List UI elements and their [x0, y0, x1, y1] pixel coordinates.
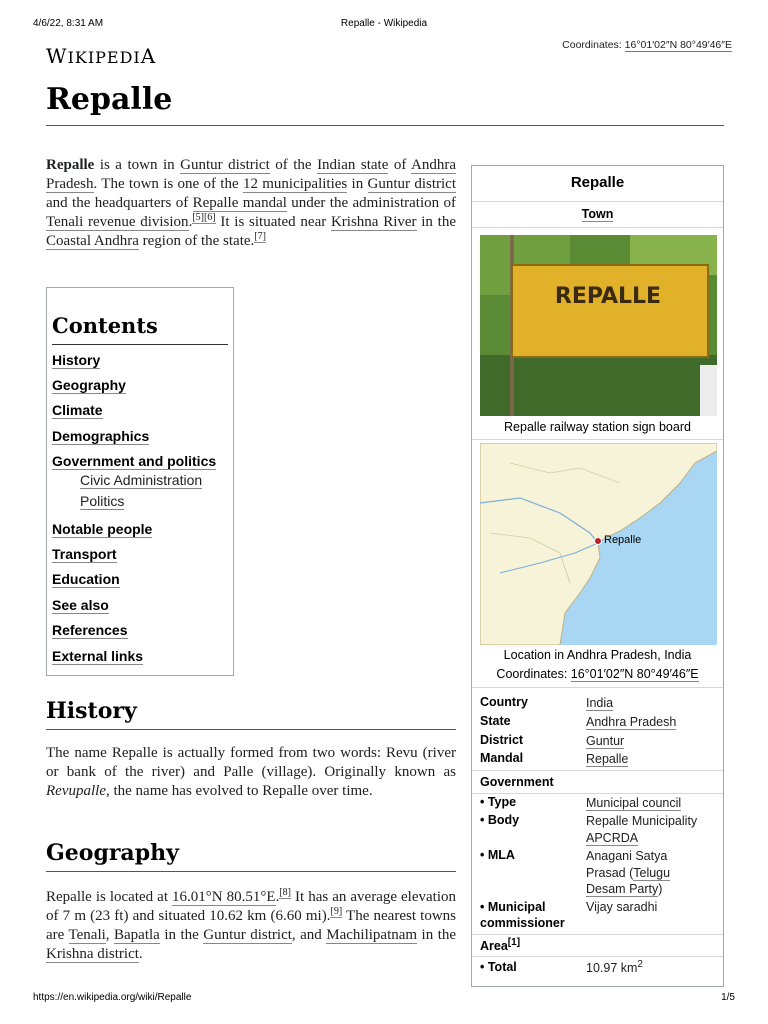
toc-subitem-civic-administration[interactable]: Civic Administration [80, 472, 203, 488]
history-divider [46, 729, 456, 730]
link-coastal-andhra[interactable]: Coastal Andhra [46, 233, 139, 249]
geography-text: Repalle is located at [46, 889, 173, 905]
country-label: Country [480, 695, 528, 709]
geography-text: . [275, 889, 280, 905]
country-value[interactable]: India [586, 696, 614, 710]
toc-item-education[interactable]: Education [52, 571, 120, 587]
link-indian-state[interactable]: Indian state [317, 157, 389, 173]
map-caption: Location in Andhra Pradesh, India [503, 648, 692, 662]
link-krishna-river[interactable]: Krishna River [330, 214, 417, 230]
toc-item-transport[interactable]: Transport [52, 546, 117, 562]
lead-text: in [347, 176, 368, 192]
infobox-title: Repalle [570, 174, 625, 191]
government-body-value: Repalle Municipality APCRDA [586, 814, 698, 845]
infobox-coordinates-link[interactable]: 16°01′02″N 80°49′46″E [570, 667, 699, 681]
geography-text: , [105, 927, 115, 943]
citation-8[interactable]: [8] [279, 887, 291, 898]
toc-item-history[interactable]: History [52, 352, 101, 368]
infobox-coordinates-label: Coordinates: [496, 667, 568, 681]
link-geo-coordinates[interactable]: 16.01°N 80.51°E [172, 889, 276, 905]
wordmark-final: A [140, 44, 157, 68]
district-label: District [480, 733, 524, 747]
citation-5-6[interactable]: [5][6] [192, 212, 216, 223]
lead-text: in the [416, 214, 456, 230]
state-label: State [480, 714, 511, 728]
area-total-label: • Total [480, 960, 517, 974]
photo-caption: Repalle railway station sign board [504, 420, 691, 434]
lead-text: and the headquarters of [46, 195, 193, 211]
area-heading: Area[1] [480, 936, 521, 953]
print-page-number: 1/5 [721, 992, 735, 1003]
top-coordinates-link[interactable]: 16°01′02″N 80°49′46″E [624, 39, 732, 51]
railway-sign-illustration [480, 235, 717, 416]
geography-text: , and [291, 927, 327, 943]
mla-label: • MLA [480, 848, 515, 862]
link-andhra-pradesh[interactable]: Andhra Pradesh [46, 157, 457, 192]
wikipedia-wordmark[interactable] [46, 44, 156, 68]
lead-bold-title: Repalle [46, 157, 95, 173]
infobox-separator [472, 227, 723, 228]
table-of-contents [46, 287, 234, 676]
link-krishna-district[interactable]: Krishna district [46, 946, 139, 962]
geography-divider [46, 871, 456, 872]
toc-item-references[interactable]: References [52, 622, 128, 638]
lead-text: is a town in [94, 157, 181, 173]
link-guntur-district-3[interactable]: Guntur district [203, 927, 292, 943]
lead-text: of [388, 157, 412, 173]
geography-text: . [138, 946, 143, 962]
toc-item-notable-people[interactable]: Notable people [52, 521, 153, 537]
link-apcrda[interactable]: APCRDA [586, 830, 639, 845]
government-body-label: • Body [480, 813, 520, 827]
infobox-subtitle[interactable]: Town [581, 207, 614, 221]
government-type-value[interactable]: Municipal council [586, 796, 682, 810]
state-value[interactable]: Andhra Pradesh [586, 715, 677, 729]
toc-subitem-politics[interactable]: Politics [80, 493, 125, 509]
infobox-separator [472, 687, 723, 688]
lead-text: It is situated near [215, 214, 331, 230]
citation-7[interactable]: [7] [254, 231, 266, 242]
district-value[interactable]: Guntur [586, 734, 625, 748]
infobox-coordinates [472, 667, 723, 681]
link-municipalities[interactable]: 12 municipalities [242, 176, 348, 192]
infobox-separator [472, 956, 723, 957]
toc-item-climate[interactable]: Climate [52, 402, 103, 418]
railway-sign-photo[interactable] [480, 235, 717, 416]
lead-text: . [188, 214, 193, 230]
top-coordinates [562, 39, 732, 51]
infobox [471, 165, 724, 987]
toc-item-external-links[interactable]: External links [52, 648, 144, 664]
geography-paragraph [46, 888, 456, 964]
commissioner-value: Vijay saradhi [586, 900, 658, 914]
commissioner-label: • Municipal commissioner [480, 900, 565, 930]
link-guntur-district[interactable]: Guntur district [180, 157, 270, 173]
toc-divider [52, 344, 228, 345]
andhra-pradesh-map [480, 443, 717, 645]
print-doc-title: Repalle - Wikipedia [340, 18, 428, 29]
area-total-value: 10.97 $km^2$ [586, 958, 643, 975]
title-divider [46, 125, 724, 126]
link-machilipatnam[interactable]: Machilipatnam [326, 927, 418, 943]
government-type-label: • Type [480, 795, 517, 809]
geography-heading: Geography [46, 840, 179, 866]
lead-text: under the administration of [286, 195, 456, 211]
print-footer [0, 992, 768, 1006]
history-text: , the name has evolved to Repalle over time. [105, 783, 373, 799]
sign-text-english: REPALLE [554, 284, 662, 309]
print-url: https://en.wikipedia.org/wiki/Repalle [33, 992, 192, 1003]
history-text: The name Repalle is actually formed from two words: Revu (river or bank of the river) and Palle (village). Originally known as [46, 745, 456, 780]
lead-text: of the [269, 157, 318, 173]
link-repalle-mandal[interactable]: Repalle mandal [192, 195, 287, 211]
toc-item-demographics[interactable]: Demographics [52, 428, 150, 444]
lead-paragraph [46, 156, 456, 251]
link-bapatla[interactable]: Bapatla [114, 927, 160, 943]
location-map[interactable] [480, 443, 717, 645]
print-timestamp: 4/6/22, 8:31 AM [33, 18, 104, 29]
geography-text: in the [417, 927, 457, 943]
top-coordinates-label: Coordinates: [562, 39, 622, 51]
toc-item-government-and-politics[interactable]: Government and politics [52, 453, 217, 469]
wordmark-middle: IKIPEDI [67, 48, 141, 67]
print-header [0, 18, 768, 32]
infobox-separator [472, 439, 723, 440]
citation-9[interactable]: [9] [330, 906, 343, 917]
government-heading: Government [480, 775, 554, 789]
history-italic-revupalle: Revupalle [46, 783, 106, 799]
mandal-value[interactable]: Repalle [586, 752, 629, 766]
page-title: Repalle [46, 82, 173, 117]
link-tenali-revenue-division[interactable]: Tenali revenue division [46, 214, 189, 230]
toc-item-geography[interactable]: Geography [52, 377, 126, 393]
infobox-separator [472, 201, 723, 202]
map-marker-label: Repalle [604, 534, 642, 546]
lead-text: region of the state. [138, 233, 255, 249]
mandal-label: Mandal [480, 751, 524, 765]
lead-text: . The town is one of the [93, 176, 243, 192]
mla-value: Anagani Satya Prasad (Telugu Desam Party) [586, 849, 671, 896]
infobox-separator [472, 793, 723, 794]
link-desam-party[interactable]: Desam Party [586, 882, 659, 896]
infobox-separator [472, 770, 723, 771]
wordmark-initial: W [46, 44, 68, 68]
infobox-separator [472, 934, 723, 935]
link-telugu-desam[interactable]: Telugu [633, 865, 671, 880]
link-guntur-district-2[interactable]: Guntur district [367, 176, 457, 192]
geography-text: in the [159, 927, 204, 943]
toc-title: Contents [52, 313, 158, 338]
history-heading: History [46, 698, 137, 724]
geography-text: It has an average elevation of 7 m (23 ft) and situated 10.62 km (6.60 mi). [46, 889, 457, 924]
toc-item-see-also[interactable]: See also [52, 597, 109, 613]
link-tenali[interactable]: Tenali [68, 927, 106, 943]
geography-text: The nearest towns are [46, 908, 456, 943]
history-paragraph [46, 744, 456, 801]
citation-1[interactable]: [1] [507, 936, 521, 948]
